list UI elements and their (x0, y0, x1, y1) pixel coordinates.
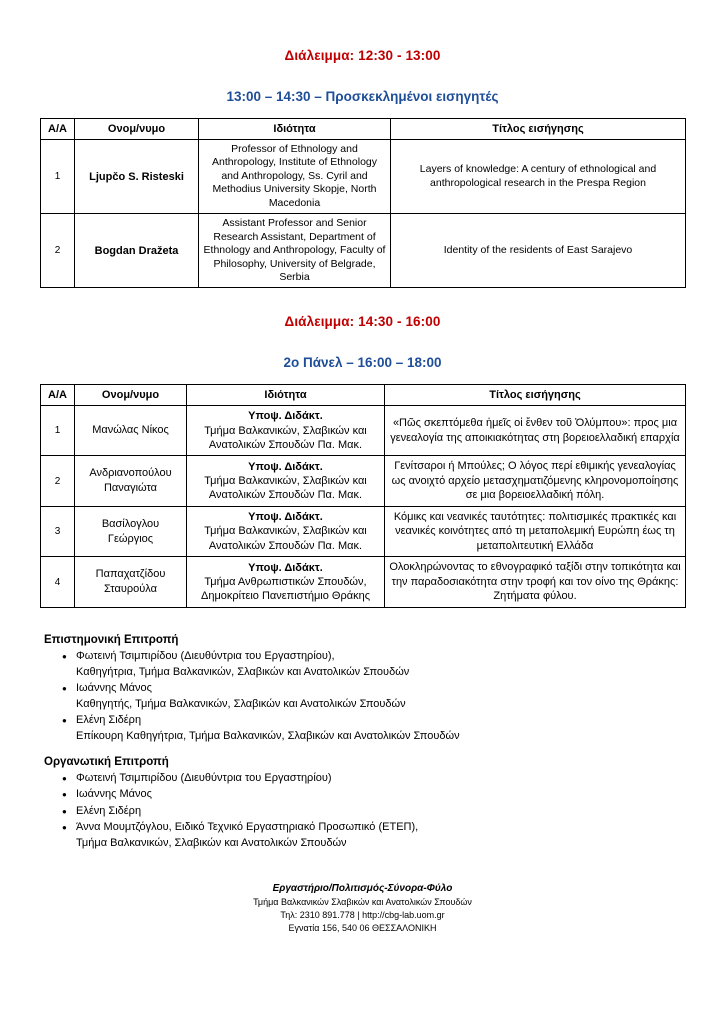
column-header-title: Τίτλος εισήγησης (391, 119, 686, 140)
member-name: Ελένη Σιδέρη (76, 804, 142, 817)
footer-lab-name: Εργαστήριο/Πολιτισμός-Σύνορα-Φύλο (272, 882, 453, 894)
row-number: 1 (41, 140, 75, 214)
session-1-heading: 13:00 – 14:30 – Προσκεκλημένοι εισηγητές (226, 89, 499, 104)
list-item (76, 681, 685, 712)
speaker-role: Professor of Ethnology and Anthropology, Institute of Ethnology and Anthropology, Ss. Cyril and Methodius University Skopje, North Macedonia (199, 140, 391, 214)
session-2-heading: 2ο Πάνελ – 16:00 – 18:00 (283, 355, 442, 371)
speaker-role: Assistant Professor and Senior Research Assistant, Department of Ethnology and Anthropology, Faculty of Philosophy, University of Belgrade, Serbia (199, 214, 391, 288)
speaker-department: Τμήμα Ανθρωπιστικών Σπουδών, Δημοκρίτειο Πανεπιστήμιο Θράκης (200, 575, 371, 603)
speaker-role-status: Υποψ. Διδάκτ. (248, 460, 323, 473)
speaker-role (187, 406, 385, 456)
presentation-title: Γενίτσαροι ή Μπούλες; Ο λόγος περί εθιμικής γενεαλογίας ως ανοιχτό αρχείο μετασχηματιζόμενης κληρονομοποίησης σε μια βορειοελλαδική πόλη. (385, 456, 686, 507)
presentation-title: Ολοκληρώνοντας το εθνογραφικό ταξίδι στην τοπικότητα και την παραδοσιακότητα στην τροφή και τον οίνο της Θράκης: Ζητήματα φύλου. (385, 557, 686, 608)
row-number: 4 (41, 557, 75, 608)
break-1-heading: Διάλειμμα: 12:30 - 13:00 (284, 48, 441, 63)
column-header-role: Ιδιότητα (187, 385, 385, 406)
member-affiliation: Επίκουρη Καθηγήτρια, Τμήμα Βαλκανικών, Σλαβικών και Ανατολικών Σπουδών (76, 729, 460, 742)
member-name: Ελένη Σιδέρη (76, 714, 142, 727)
speaker-role (187, 456, 385, 507)
speaker-role (187, 506, 385, 557)
presentation-title: Κόμικς και νεανικές ταυτότητες: πολιτισμικές πρακτικές και νεανικές κοινότητες από τη μεταπολεμική Ευρώπη έως τη μεταπολιτευτική Ελλάδα (385, 506, 686, 557)
list-item (76, 804, 685, 820)
row-number: 2 (41, 214, 75, 288)
presentation-title: «Πῶς σκεπτόμεθα ἡμεῖς οἱ ἔνθεν τοῦ Ὀλύμπου»: προς μια γενεαλογία της αποικιακότητας στη βορειοελλαδική επαρχία (385, 406, 686, 456)
organizing-committee-list (40, 771, 685, 852)
member-affiliation: Καθηγήτρια, Τμήμα Βαλκανικών, Σλαβικών και Ανατολικών Σπουδών (76, 665, 410, 678)
footer-department: Τμήμα Βαλκανικών Σλαβικών και Ανατολικών Σπουδών (253, 897, 472, 908)
list-item (76, 787, 685, 803)
row-number: 1 (41, 406, 75, 456)
column-header-role: Ιδιότητα (199, 119, 391, 140)
footer-contact: Τηλ: 2310 891.778 | http://cbg-lab.uom.gr (280, 910, 445, 921)
list-item (76, 820, 685, 851)
speaker-name: Μανώλας Νίκος (75, 406, 187, 456)
speaker-role-status: Υποψ. Διδάκτ. (248, 561, 323, 574)
table-row (41, 456, 686, 507)
footer-address: Εγνατία 156, 540 06 ΘΕΣΣΑΛΟΝΙΚΗ (288, 923, 437, 934)
speaker-role-status: Υποψ. Διδάκτ. (248, 410, 323, 423)
table-row (41, 557, 686, 608)
speaker-name: Ανδριανοπούλου Παναγιώτα (75, 456, 187, 507)
table-row (41, 140, 686, 214)
speaker-name: Παπαχατζίδου Σταυρούλα (75, 557, 187, 608)
speaker-department: Τμήμα Βαλκανικών, Σλαβικών και Ανατολικών Σπουδών Πα. Μακ. (204, 474, 367, 502)
scientific-committee-title: Επιστημονική Επιτροπή (44, 633, 179, 646)
table-row (41, 214, 686, 288)
row-number: 2 (41, 456, 75, 507)
column-header-name: Ονομ/νυμο (75, 385, 187, 406)
table-header-row (41, 119, 686, 140)
speaker-role (187, 557, 385, 608)
member-affiliation: Τμήμα Βαλκανικών, Σλαβικών και Ανατολικών Σπουδών (76, 837, 347, 849)
scientific-committee-list (40, 649, 685, 745)
list-item (76, 771, 685, 787)
invited-speakers-table (40, 118, 686, 288)
column-header-number: Α/Α (41, 385, 75, 406)
presentation-title: Identity of the residents of East Sarajevo (391, 214, 686, 288)
break-2-heading: Διάλειμμα: 14:30 - 16:00 (284, 314, 441, 330)
column-header-title: Τίτλος εισήγησης (385, 385, 686, 406)
row-number: 3 (41, 506, 75, 557)
speaker-department: Τμήμα Βαλκανικών, Σλαβικών και Ανατολικών Σπουδών Πα. Μακ. (204, 424, 367, 451)
column-header-name: Ονομ/νυμο (75, 119, 199, 140)
member-name: Φωτεινή Τσιμπιρίδου (Διευθύντρια του Εργαστηρίου) (76, 771, 332, 784)
page-footer (40, 882, 685, 936)
table-header-row (41, 385, 686, 406)
member-name: Ιωάννης Μάνος (76, 682, 152, 695)
member-name: Άννα Μουμτζόγλου, Ειδικό Τεχνικό Εργαστηριακό Προσωπικό (ΕΤΕΠ), (76, 821, 419, 834)
panel-2-table (40, 384, 686, 608)
speaker-role-status: Υποψ. Διδάκτ. (248, 511, 323, 524)
presentation-title: Layers of knowledge: A century of ethnological and anthropological research in the Prespa Region (391, 140, 686, 214)
member-name: Ιωάννης Μάνος (76, 788, 152, 801)
table-row (41, 506, 686, 557)
table-row (41, 406, 686, 456)
list-item (76, 713, 685, 744)
column-header-number: Α/Α (41, 119, 75, 140)
speaker-name: Βασίλογλου Γεώργιος (75, 506, 187, 557)
speaker-department: Τμήμα Βαλκανικών, Σλαβικών και Ανατολικών Σπουδών Πα. Μακ. (204, 525, 367, 552)
speaker-name: Bogdan Dražeta (75, 214, 199, 288)
list-item (76, 649, 685, 680)
organizing-committee-title: Οργανωτική Επιτροπή (44, 755, 169, 768)
speaker-name: Ljupčo S. Risteski (75, 140, 199, 214)
member-name: Φωτεινή Τσιμπιρίδου (Διευθύντρια του Εργαστηρίου), (76, 649, 335, 662)
member-affiliation: Καθηγητής, Τμήμα Βαλκανικών, Σλαβικών και Ανατολικών Σπουδών (76, 697, 406, 710)
